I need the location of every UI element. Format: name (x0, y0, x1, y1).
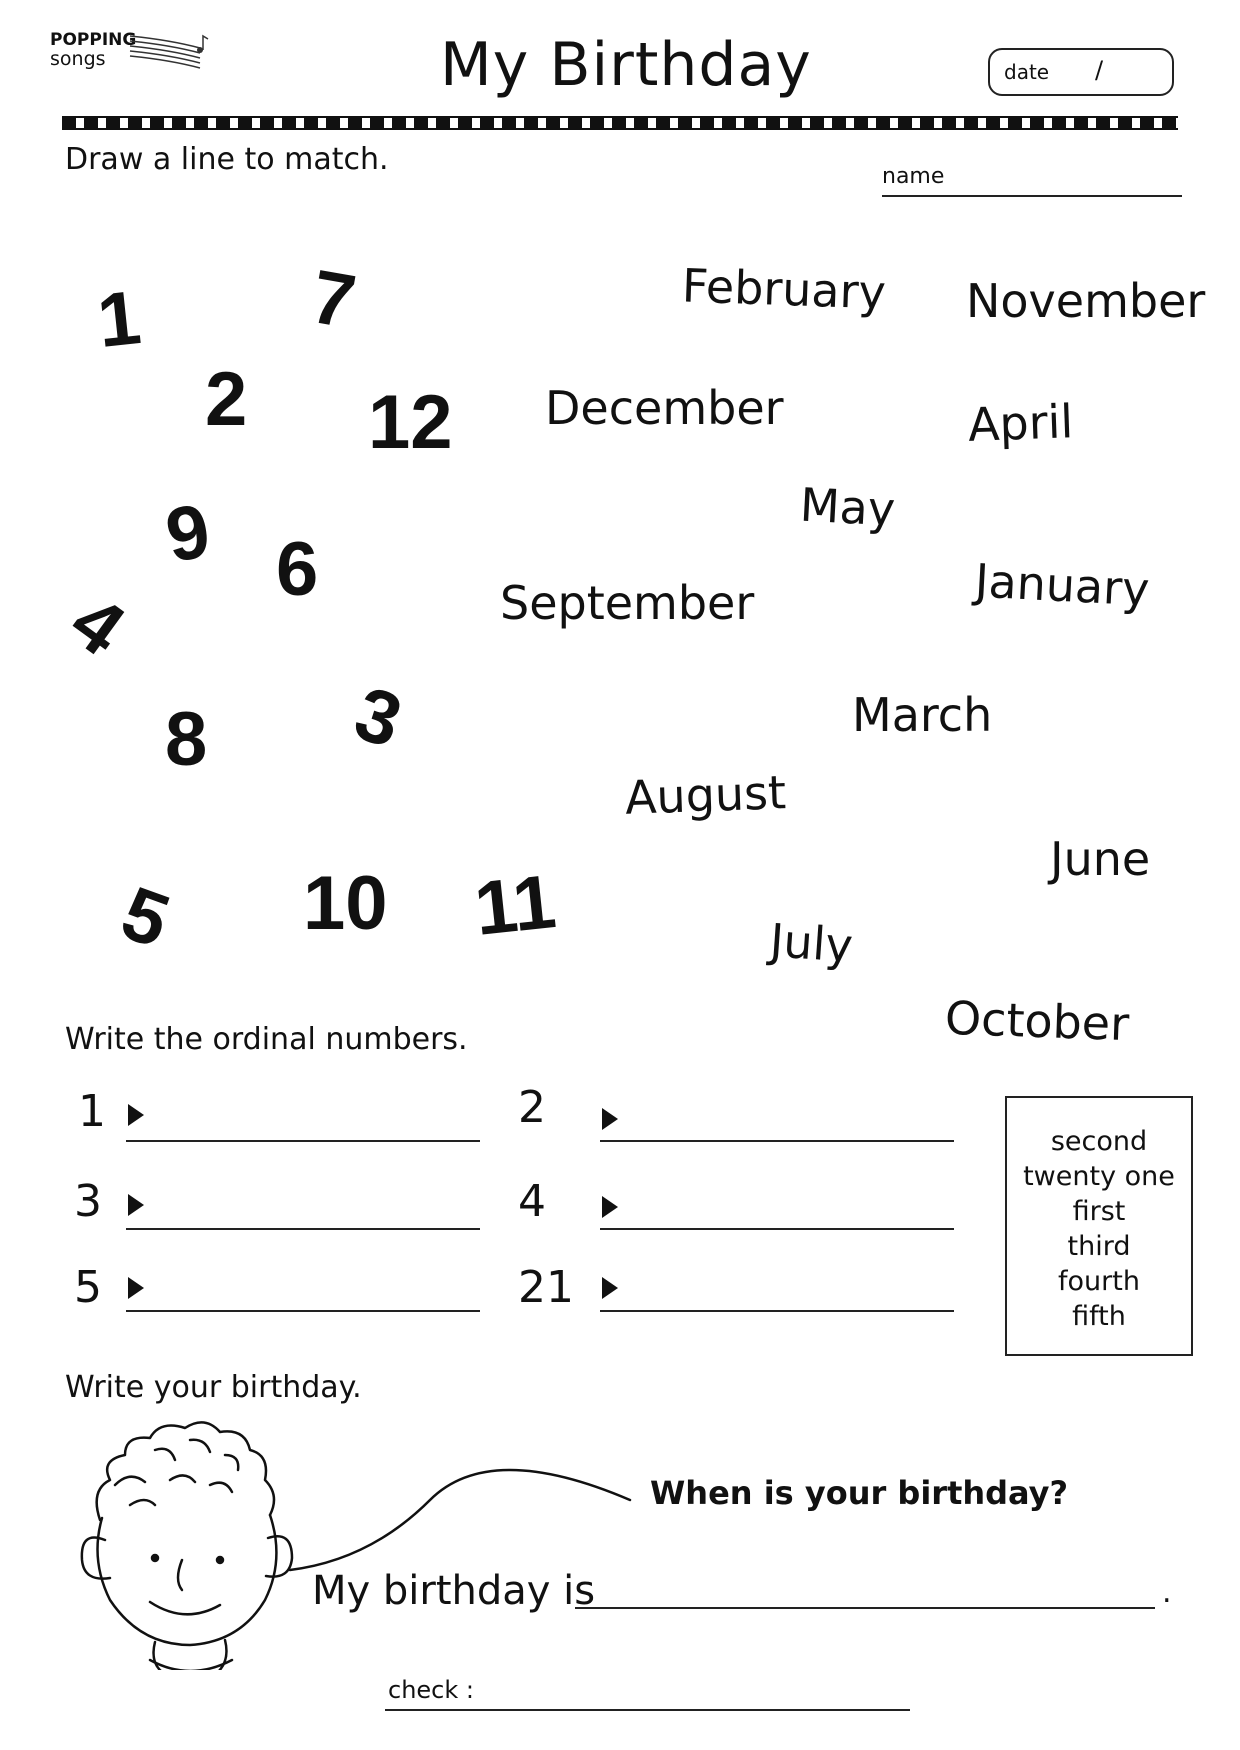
arrow-right-icon (128, 1194, 144, 1216)
checkered-divider (62, 116, 1178, 130)
answer-line-5[interactable] (126, 1310, 480, 1312)
number-6[interactable]: 6 (276, 527, 319, 612)
number-4[interactable]: 4 (55, 578, 140, 673)
arrow-right-icon (128, 1277, 144, 1299)
month-august[interactable]: August (624, 765, 787, 825)
answer-line-3[interactable] (126, 1228, 480, 1230)
name-label: name (882, 164, 945, 189)
answer-line-21[interactable] (600, 1310, 954, 1312)
answer-line-4[interactable] (600, 1228, 954, 1230)
word-bank (1005, 1096, 1193, 1356)
number-5[interactable]: 5 (110, 870, 180, 965)
month-january[interactable]: January (973, 553, 1151, 617)
ordinal-number: 21 (518, 1262, 574, 1313)
number-10[interactable]: 10 (303, 861, 388, 946)
birthday-answer-prefix: My birthday is (312, 1568, 596, 1614)
logo-top-text: POPPING (50, 30, 137, 50)
number-7[interactable]: 7 (305, 253, 362, 346)
word-bank-item: first (1072, 1196, 1126, 1227)
number-12[interactable]: 12 (368, 380, 453, 465)
month-december[interactable]: December (545, 381, 784, 435)
number-3[interactable]: 3 (345, 670, 412, 765)
word-bank-item: third (1067, 1231, 1131, 1262)
month-february[interactable]: February (681, 258, 887, 320)
check-label: check : (388, 1676, 474, 1704)
date-separator: / (1095, 56, 1104, 84)
number-1[interactable]: 1 (93, 275, 145, 364)
arrow-right-icon (602, 1108, 618, 1130)
popping-songs-logo (50, 30, 210, 80)
ordinal-instruction: Write the ordinal numbers. (65, 1022, 468, 1057)
number-11[interactable]: 11 (470, 859, 560, 952)
word-bank-item: fifth (1072, 1301, 1126, 1332)
number-2[interactable]: 2 (205, 357, 248, 442)
boy-face-illustration (70, 1410, 650, 1670)
word-bank-item: fourth (1058, 1266, 1140, 1297)
music-staff-icon (50, 30, 210, 80)
birthday-instruction: Write your birthday. (65, 1370, 362, 1405)
birthday-question: When is your birthday? (650, 1474, 1069, 1512)
date-label: date (1004, 60, 1050, 84)
ordinal-number: 4 (518, 1176, 546, 1227)
month-may[interactable]: May (798, 477, 897, 537)
month-june[interactable]: June (1050, 832, 1151, 886)
number-9[interactable]: 9 (159, 487, 217, 580)
ordinal-number: 3 (74, 1176, 102, 1227)
page-title: My Birthday (440, 30, 812, 100)
word-bank-item: twenty one (1023, 1161, 1175, 1192)
month-october[interactable]: October (944, 990, 1130, 1052)
birthday-answer-line[interactable] (575, 1607, 1155, 1609)
month-november[interactable]: November (966, 274, 1206, 328)
word-bank-item: second (1050, 1126, 1148, 1157)
ordinal-number: 2 (518, 1082, 546, 1133)
arrow-right-icon (602, 1196, 618, 1218)
arrow-right-icon (602, 1277, 618, 1299)
logo-bottom-text: songs (50, 48, 106, 70)
ordinal-number: 5 (74, 1262, 102, 1313)
month-september[interactable]: September (500, 576, 755, 630)
month-april[interactable]: April (967, 394, 1075, 452)
number-8[interactable]: 8 (165, 697, 208, 782)
ordinal-number: 1 (78, 1086, 106, 1137)
month-july[interactable]: July (768, 913, 855, 973)
sentence-period: . (1162, 1575, 1172, 1610)
answer-line-1[interactable] (126, 1140, 480, 1142)
answer-line-2[interactable] (600, 1140, 954, 1142)
arrow-right-icon (128, 1104, 144, 1126)
date-field[interactable] (988, 48, 1174, 96)
name-line[interactable] (882, 195, 1182, 197)
check-line[interactable] (385, 1709, 910, 1711)
match-instruction: Draw a line to match. (65, 142, 389, 177)
month-march[interactable]: March (852, 688, 993, 742)
